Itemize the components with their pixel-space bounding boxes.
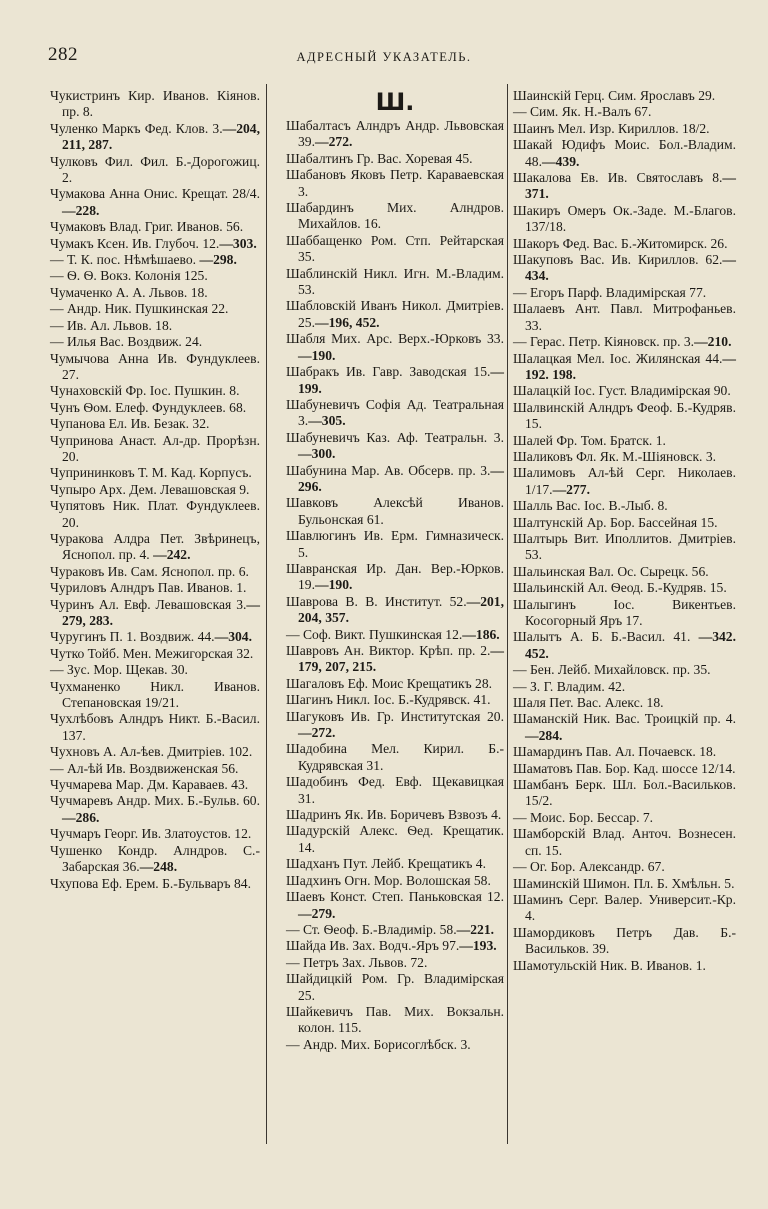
directory-entry: Шалль Вас. Іос. В.-Лыб. 8. <box>513 498 668 514</box>
directory-entry: Шайда Ив. Зах. Водч.-Яръ 97.—193. <box>286 938 497 954</box>
directory-entry: Чхупова Еф. Ерем. Б.-Бульваръ 84. <box>50 875 251 891</box>
page-number: 282 <box>48 44 78 65</box>
directory-entry: — Т. К. пос. Нѣмѣшаево. —298. <box>50 252 237 268</box>
directory-entry: Шаминъ Серг. Валер. Университ.-Кр. 4. <box>513 891 736 924</box>
directory-entry: Шабля Мих. Арс. Верх.-Юрковъ 33.—190. <box>286 331 504 363</box>
directory-entry: Шакалова Ев. Ив. Святославъ 8.—371. <box>513 170 736 202</box>
directory-entry: Шадханъ Пут. Лейб. Крещатикъ 4. <box>286 856 486 872</box>
directory-entry: Шадобинъ Фед. Евф. Щекавицкая 31. <box>286 774 504 806</box>
directory-entry: Шаля Пет. Вас. Алекс. 18. <box>513 695 664 711</box>
directory-entry: Шаматовъ Пав. Бор. Кад. шоссе 12/14. <box>513 760 736 776</box>
directory-entry: Шадурскій Алекс. Ѳед. Крещатик. 14. <box>286 823 504 855</box>
directory-entry: Чухманенко Никл. Иванов. Степановская 19/21. <box>50 678 260 711</box>
directory-entry: Чучмаревъ Андр. Мих. Б.-Бульв. 60.—286. <box>50 793 260 825</box>
directory-entry: Шаврова В. В. Институт. 52.—201, 204, 357. <box>286 593 504 626</box>
directory-entry: Шабалтасъ Алндръ Андр. Львовская 39.—272. <box>286 118 504 150</box>
directory-entry: Шаевъ Конст. Степ. Паньковская 12.—279. <box>286 889 504 921</box>
directory-entry: Шавранская Ир. Дан. Вер.-Юрков. 19.—190. <box>286 560 504 593</box>
directory-entry: Шавровъ Ан. Виктор. Крѣп. пр. 2.—179, 207, 215. <box>286 643 504 675</box>
directory-entry: Чулковъ Фил. Фил. Б.-Дорогожиц. 2. <box>50 153 260 186</box>
directory-entry: — Ал-ѣй Ив. Воздвиженская 56. <box>50 760 239 776</box>
directory-entry: Чумаковъ Влад. Григ. Иванов. 56. <box>50 219 244 235</box>
directory-entry: Шалимовъ Ал-ѣй Серг. Николаев. 1/17.—277. <box>513 465 736 497</box>
column-3 <box>513 88 736 974</box>
directory-entry: Шадобина Мел. Кирил. Б.-Кудрявская 31. <box>286 741 504 773</box>
directory-entry: Чумакова Анна Онис. Крещат. 28/4.—228. <box>50 186 260 218</box>
directory-entry: Чупринова Анаст. Ал-др. Прорѣзн. 20. <box>50 432 260 464</box>
directory-entry: Чучмарева Мар. Дм. Караваев. 43. <box>50 777 249 793</box>
directory-entry: Шавковъ Алексѣй Иванов. Бульонская 61. <box>286 495 504 527</box>
directory-entry: Шаббащенко Ром. Стп. Рейтарская 35. <box>286 232 504 265</box>
directory-entry: — З. Г. Владим. 42. <box>513 678 626 694</box>
directory-entry: Шалацкій Іос. Густ. Владимірская 90. <box>513 383 731 399</box>
directory-entry: Шалтырь Вит. Иполлитов. Дмитріев. 53. <box>513 530 736 563</box>
directory-entry: Шамордиковъ Петръ Дав. Б.-Васильков. 39. <box>513 924 736 957</box>
column-divider <box>266 84 267 1144</box>
directory-entry: Чухлѣбовъ Алндръ Никт. Б.-Васил. 137. <box>50 711 260 743</box>
directory-entry: Шалей Фр. Том. Братск. 1. <box>513 432 666 448</box>
directory-entry: Шабуневичъ Каз. Аф. Театральн. 3.—300. <box>286 429 504 462</box>
directory-entry: Чухновъ А. Ал-ѣев. Дмитріев. 102. <box>50 744 253 760</box>
directory-entry: Чупятовъ Ник. Плат. Фундуклеев. 20. <box>50 498 260 530</box>
directory-entry: Чушенко Кондр. Алндров. С.-Забарская 36.—248. <box>50 842 260 875</box>
directory-entry: — Ст. Ѳеоф. Б.-Владимір. 58.—221. <box>286 921 495 937</box>
directory-entry: Чучмаръ Георг. Ив. Златоустов. 12. <box>50 826 252 842</box>
directory-entry: Шакуповъ Вас. Ив. Кириллов. 62.—434. <box>513 252 736 284</box>
directory-entry: Шаинскій Герц. Сим. Ярославъ 29. <box>513 88 716 103</box>
directory-entry: Чупыро Арх. Дем. Левашовская 9. <box>50 481 250 497</box>
directory-entry: Шабунина Мар. Ав. Обсерв. пр. 3.—296. <box>286 462 504 494</box>
directory-entry: Шалтунскій Ар. Бор. Бассейная 15. <box>513 514 718 530</box>
directory-entry: — Бен. Лейб. Михайловск. пр. 35. <box>513 662 711 678</box>
directory-entry: Шалытъ А. Б. Б.-Васил. 41. —342. 452. <box>513 629 736 661</box>
directory-entry: Чуругинъ П. 1. Воздвиж. 44.—304. <box>50 629 252 645</box>
directory-entry: Чумычова Анна Ив. Фундуклеев. 27. <box>50 350 260 382</box>
directory-entry: — Егоръ Парф. Владимірская 77. <box>513 284 707 300</box>
directory-entry: Шалаевъ Ант. Павл. Митрофаньев. 33. <box>513 301 736 333</box>
directory-entry: Чупрининковъ Т. М. Кад. Корпусъ. <box>50 465 252 481</box>
directory-entry: Шакиръ Омеръ Ок.-Заде. М.-Благов. 137/18. <box>513 202 736 235</box>
directory-entry: Шабардинъ Мих. Алндров. Михайлов. 16. <box>286 200 504 232</box>
directory-entry: Шамотульскій Ник. В. Иванов. 1. <box>513 957 706 973</box>
directory-entry: Шабуневичъ Софія Ад. Театральная 3.—305. <box>286 396 504 429</box>
directory-entry: Шаинъ Мел. Изр. Кириллов. 18/2. <box>513 120 710 136</box>
directory-entry: Шабракъ Ив. Гавр. Заводская 15.—199. <box>286 364 504 396</box>
directory-entry: Шагуковъ Ив. Гр. Институтская 20.—272. <box>286 708 504 741</box>
directory-entry: — Ог. Бор. Александр. 67. <box>513 859 665 875</box>
directory-entry: Чунаховскій Фр. Іос. Пушкин. 8. <box>50 383 240 399</box>
directory-entry: Чунъ Ѳом. Елеф. Фундуклеев. 68. <box>50 399 247 415</box>
directory-entry: Шамбанъ Берк. Шл. Бол.-Васильков. 15/2. <box>513 777 736 809</box>
directory-entry: Чуринъ Ал. Евф. Левашовская 3.—279, 283. <box>50 596 260 628</box>
directory-entry: Чукистринъ Кир. Иванов. Кіянов. пр. 8. <box>50 88 260 120</box>
directory-entry: Шайкевичъ Пав. Мих. Вокзальн. колон. 115. <box>286 1003 504 1036</box>
directory-entry: — Ѳ. Ѳ. Вокз. Колонія 125. <box>50 268 208 284</box>
directory-entry: — Моис. Бор. Бессар. 7. <box>513 809 654 825</box>
directory-entry: Чумаченко А. А. Львов. 18. <box>50 284 208 300</box>
directory-entry: Чумакъ Ксен. Ив. Глубоч. 12.—303. <box>50 235 257 251</box>
directory-entry: Шаликовъ Фл. Як. М.-Шіяновск. 3. <box>513 448 717 464</box>
directory-entry: Шальинскій Ал. Ѳеод. Б.-Кудряв. 15. <box>513 580 727 596</box>
directory-entry: Чутко Тойб. Мен. Межигорская 32. <box>50 645 254 661</box>
section-letter: Ш. <box>375 88 415 116</box>
directory-entry: — Петръ Зах. Львов. 72. <box>286 954 428 970</box>
directory-entry: Шалацкая Мел. Іос. Жилянская 44.—192. 198. <box>513 350 736 382</box>
directory-entry: Шальинская Вал. Ос. Сырецк. 56. <box>513 563 709 579</box>
directory-entry: — Сим. Як. Н.-Валъ 67. <box>513 104 652 120</box>
directory-entry: Шаминскій Шимон. Пл. Б. Хмѣльн. 5. <box>513 875 735 891</box>
directory-entry: Чураковъ Ив. Сам. Яснопол. пр. 6. <box>50 563 249 579</box>
directory-entry: Шабалтинъ Гр. Вас. Хоревая 45. <box>286 150 473 166</box>
directory-entry: Шакай Юдифъ Моис. Бол.-Владим. 48.—439. <box>513 137 736 169</box>
directory-entry: Шаблинскій Никл. Игн. М.-Владим. 53. <box>286 265 504 298</box>
directory-entry: — Зус. Мор. Щекав. 30. <box>50 662 188 678</box>
directory-entry: Шадхинъ Огн. Мор. Волошская 58. <box>286 872 491 888</box>
directory-entry: — Андр. Ник. Пушкинская 22. <box>50 301 229 317</box>
directory-entry: — Ив. Ал. Львов. 18. <box>50 317 173 333</box>
directory-entry: Шавлюгинъ Ив. Ерм. Гимназическ. 5. <box>286 528 504 560</box>
directory-entry: Чупанова Ел. Ив. Безак. 32. <box>50 416 210 432</box>
directory-entry: Шалвинскій Алндръ Феоф. Б.-Кудряв. 15. <box>513 399 736 432</box>
column-2 <box>286 88 504 1053</box>
column-1 <box>50 88 260 892</box>
directory-entry: Чуриловъ Алндръ Пав. Иванов. 1. <box>50 580 247 596</box>
directory-entry: Шайдицкій Ром. Гр. Владимірская 25. <box>286 971 504 1003</box>
directory-entry: Шаманскій Ник. Вас. Троицкій пр. 4.—284. <box>513 711 736 743</box>
directory-entry: Чуленко Маркъ Фед. Клов. 3.—204, 211, 287. <box>50 120 260 153</box>
directory-entry: Шакоръ Фед. Вас. Б.-Житомирск. 26. <box>513 235 728 251</box>
directory-entry: — Андр. Мих. Борисоглѣбск. 3. <box>286 1036 471 1052</box>
directory-entry: Шадринъ Як. Ив. Боричевъ Взвозъ 4. <box>286 807 502 823</box>
directory-entry: Шамардинъ Пав. Ал. Почаевск. 18. <box>513 744 717 760</box>
directory-entry: — Герас. Петр. Кіяновск. пр. 3.—210. <box>513 334 732 350</box>
directory-entry: — Илья Вас. Воздвиж. 24. <box>50 334 203 350</box>
directory-entry: Шабановъ Яковъ Петр. Караваевская 3. <box>286 167 504 199</box>
directory-entry: Шамборскій Влад. Анточ. Вознесен. сп. 15. <box>513 826 736 858</box>
directory-entry: Чуракова Алдра Пет. Звѣринецъ, Яснопол. пр. 4. —242. <box>50 530 260 563</box>
running-head: АДРЕСНЫЙ УКАЗАТЕЛЬ. <box>296 50 472 64</box>
directory-entry: Шагинъ Никл. Іос. Б.-Кудрявск. 41. <box>286 692 491 708</box>
directory-entry: Шабловскій Иванъ Никол. Дмитріев. 25.—196, 452. <box>286 298 504 330</box>
column-divider <box>507 84 508 1144</box>
directory-entry: Шалыгинъ Іос. Викентьев. Косогорный Яръ 17. <box>513 596 736 628</box>
directory-entry: — Соф. Викт. Пушкинская 12.—186. <box>286 626 500 642</box>
directory-entry: Шагаловъ Еф. Моис Крещатикъ 28. <box>286 675 493 691</box>
